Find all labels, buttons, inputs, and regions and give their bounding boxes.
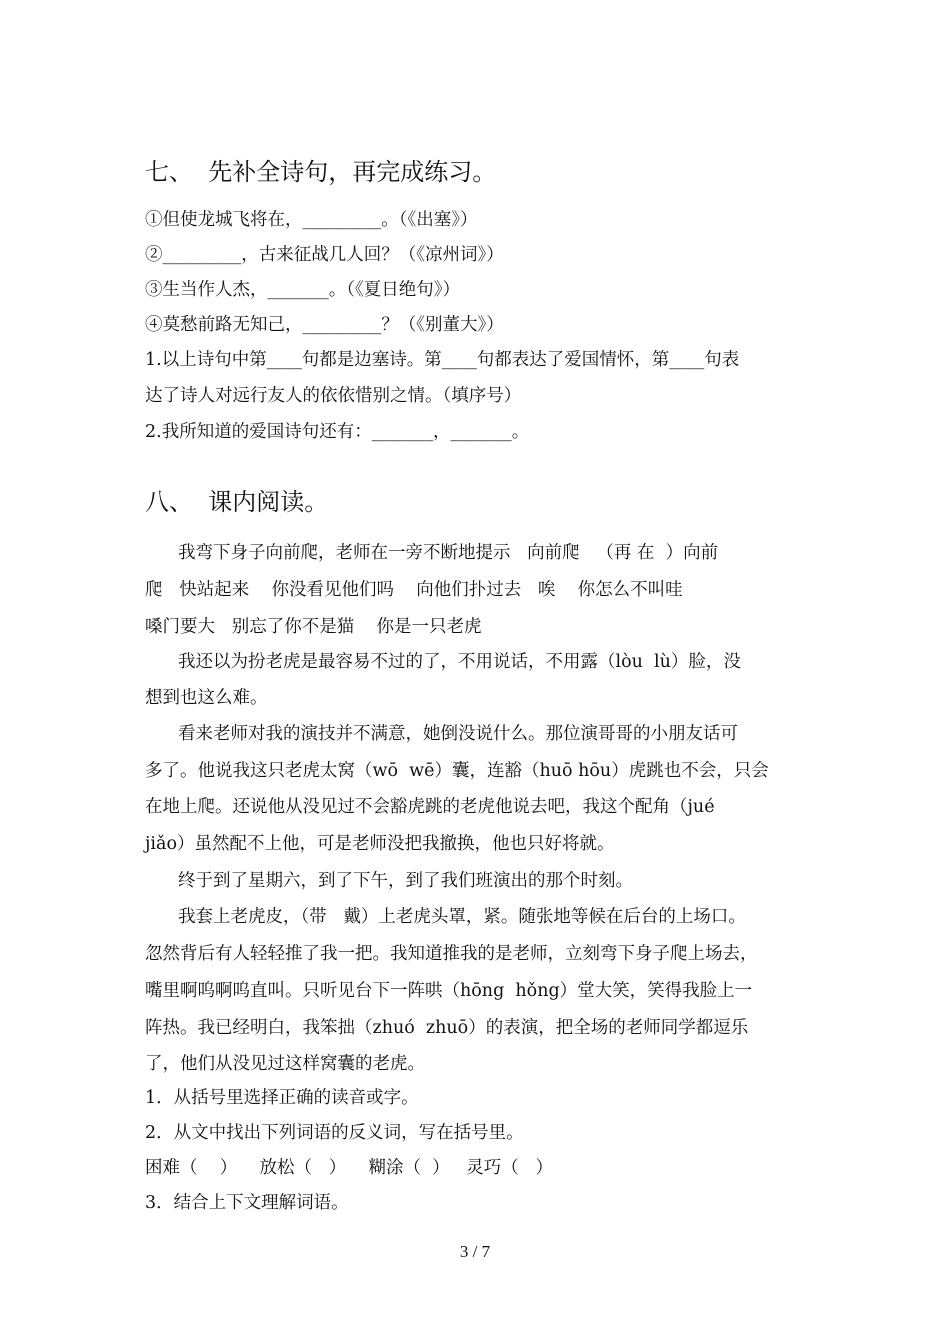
poem-line-2: ②_________，古来征战几人回？（《凉州词》）: [145, 245, 504, 265]
section-8-title: 八、 课内阅读。: [145, 488, 329, 516]
poem-line-3: ③生当作人杰，_______。（《夏日绝句》）: [145, 280, 460, 300]
passage-line: 阵热。我已经明白，我笨拙（zhuó zhuō）的表演，把全场的老师同学都逗乐: [145, 1018, 749, 1038]
reading-question-2: 2．从文中找出下列词语的反义词，写在括号里。: [145, 1123, 524, 1143]
section-7-title: 七、 先补全诗句，再完成练习。: [145, 158, 497, 186]
passage-line: 嗓门要大 别忘了你不是猫 你是一只老虎: [145, 617, 482, 637]
passage-line: 我还以为扮老虎是最容易不过的了，不用说话，不用露（lòu lù）脸，没: [178, 652, 741, 672]
passage-line: 在地上爬。还说他从没见过不会豁虎跳的老虎他说去吧，我这个配角（jué: [145, 797, 715, 817]
page-number: 3 / 7: [459, 1242, 491, 1261]
passage-line: 终于到了星期六，到了下午，到了我们班演出的那个时刻。: [178, 871, 633, 891]
question-2: 2.我所知道的爱国诗句还有：_______，_______。: [145, 422, 530, 442]
passage-line: 嘴里啊呜啊呜直叫。只听见台下一阵哄（hōng hǒng）堂大笑，笑得我脸上一: [145, 981, 753, 1001]
passage-line: 看来老师对我的演技并不满意，她倒没说什么。那位演哥哥的小朋友话可: [178, 724, 738, 744]
passage-line: 多了。他说我这只老虎太窝（wō wē）囊，连豁（huō hōu）虎跳也不会，只会: [145, 761, 769, 781]
passage-line: 我套上老虎皮，（带 戴）上老虎头罩，紧。随张地等候在后台的上场口。: [178, 907, 746, 927]
poem-line-1: ①但使龙城飞将在，_________。（《出塞》）: [145, 210, 478, 230]
poem-line-4: ④莫愁前路无知己，_________？（《别董大》）: [145, 315, 504, 335]
passage-line: 忽然背后有人轻轻推了我一把。我知道推我的是老师，立刻弯下身子爬上场去，: [145, 944, 758, 964]
passage-line: 想到也这么难。: [145, 688, 268, 708]
passage-line: 爬 快站起来 你没看见他们吗 向他们扑过去 唉 你怎么不叫哇: [145, 580, 683, 600]
antonym-blanks: 困难（ ） 放松（ ） 糊涂（ ） 灵巧（ ）: [145, 1158, 553, 1178]
reading-question-3: 3．结合上下文理解词语。: [145, 1193, 349, 1213]
passage-line: 我弯下身子向前爬，老师在一旁不断地提示 向前爬 （再 在 ）向前: [178, 543, 719, 563]
reading-question-1: 1．从括号里选择正确的读音或字。: [145, 1088, 419, 1108]
question-1-line-1: 1.以上诗句中第____句都是边塞诗。第____句都表达了爱国情怀，第____句表: [145, 350, 740, 370]
passage-line: 了，他们从没见过这样窝囊的老虎。: [145, 1054, 425, 1074]
passage-line: jiǎo）虽然配不上他，可是老师没把我撤换，他也只好将就。: [145, 834, 615, 854]
question-1-line-2: 达了诗人对远行友人的依依惜别之情。（填序号）: [145, 386, 522, 406]
